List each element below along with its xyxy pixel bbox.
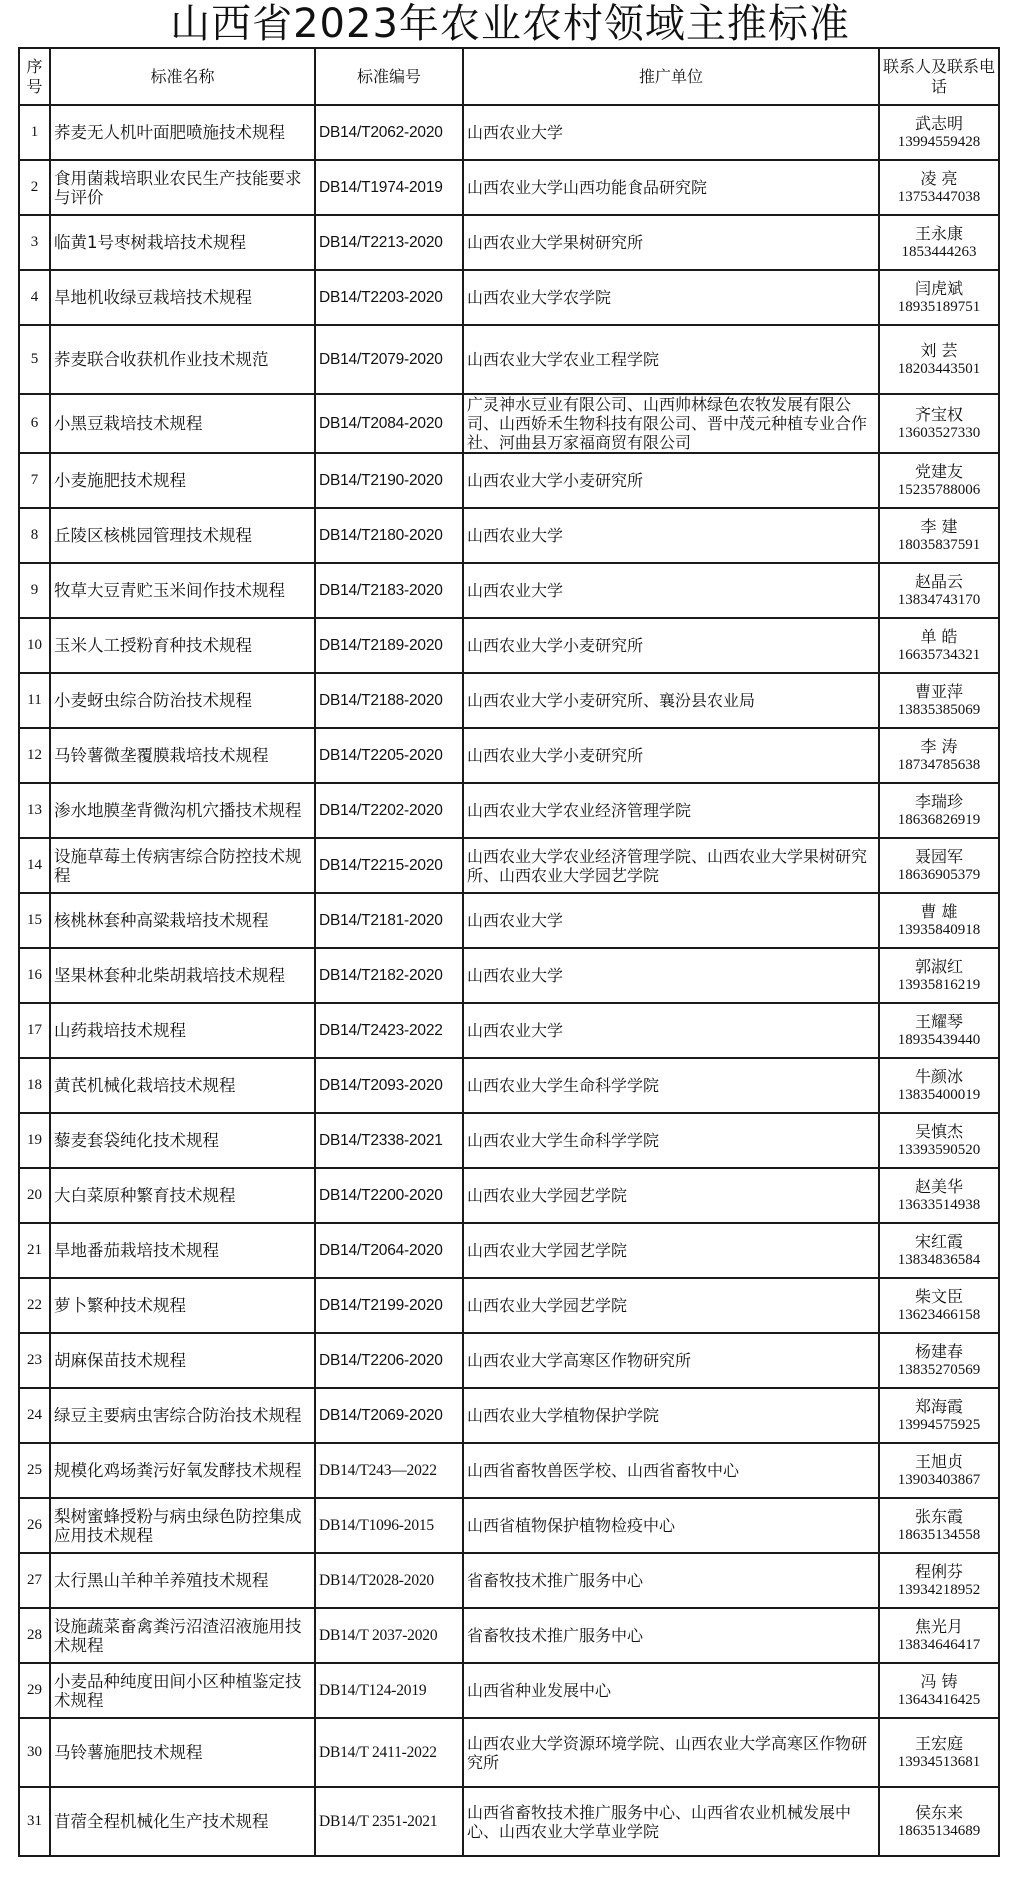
table-row: [19, 160, 999, 215]
contact-cell: [879, 1718, 999, 1787]
row-number: 27: [19, 1553, 50, 1608]
row-number: 13: [19, 783, 50, 838]
promotion-unit: 山西农业大学园艺学院: [463, 1223, 879, 1278]
table-row: [19, 618, 999, 673]
row-number: 21: [19, 1223, 50, 1278]
table-row: [19, 1223, 999, 1278]
contact-name: 张东霞: [914, 1506, 963, 1526]
promotion-unit: 山西农业大学园艺学院: [463, 1168, 879, 1223]
standard-code: DB14/T2064-2020: [315, 1223, 463, 1278]
standard-code: DB14/T2093-2020: [315, 1058, 463, 1113]
contact-cell: [879, 1553, 999, 1608]
promotion-unit: 山西农业大学农业经济管理学院: [463, 783, 879, 838]
promotion-unit: 山西农业大学山西功能食品研究院: [463, 160, 879, 215]
contact-cell: [879, 1663, 999, 1718]
contact-name: 郑海霞: [914, 1396, 963, 1416]
row-number: 1: [19, 105, 50, 160]
contact-name: 李 涛: [920, 736, 958, 756]
contact-phone: 18035837591: [897, 536, 981, 553]
table-row: [19, 838, 999, 893]
contact-phone: 18935189751: [897, 298, 981, 315]
table-row: [19, 1553, 999, 1608]
contact-phone: 13623466158: [897, 1306, 981, 1323]
contact-phone: 13935816219: [897, 976, 981, 993]
contact-name: 杨建春: [914, 1341, 963, 1361]
standard-name: 牧草大豆青贮玉米间作技术规程: [50, 563, 315, 618]
promotion-unit: 山西农业大学小麦研究所: [463, 618, 879, 673]
contact-name: 曹亚萍: [914, 681, 963, 701]
row-number: 30: [19, 1718, 50, 1787]
standard-name: 小黑豆栽培技术规程: [50, 394, 315, 453]
standard-name: 丘陵区核桃园管理技术规程: [50, 508, 315, 563]
contact-name: 李瑞珍: [914, 791, 963, 811]
standard-name: 黄芪机械化栽培技术规程: [50, 1058, 315, 1113]
contact-phone: 13603527330: [897, 424, 981, 441]
standard-code: DB14/T2180-2020: [315, 508, 463, 563]
row-number: 11: [19, 673, 50, 728]
contact-phone: 13835270569: [897, 1361, 981, 1378]
table-row: [19, 1278, 999, 1333]
row-number: 20: [19, 1168, 50, 1223]
standard-code: DB14/T2199-2020: [315, 1278, 463, 1333]
standard-code: DB14/T2202-2020: [315, 783, 463, 838]
table-row: [19, 508, 999, 563]
standard-code: DB14/T2182-2020: [315, 948, 463, 1003]
table-row: [19, 1113, 999, 1168]
contact-name: 齐宝权: [914, 404, 963, 424]
promotion-unit: 山西农业大学: [463, 948, 879, 1003]
table-row: [19, 1498, 999, 1553]
promotion-unit: 山西农业大学小麦研究所、襄汾县农业局: [463, 673, 879, 728]
standard-name: 设施草莓土传病害综合防控技术规程: [50, 838, 315, 893]
contact-name: 赵美华: [914, 1176, 963, 1196]
row-number: 2: [19, 160, 50, 215]
standard-code: DB14/T 2411-2022: [315, 1718, 463, 1787]
contact-phone: 13834646417: [897, 1636, 981, 1653]
contact-phone: 1853444263: [901, 243, 977, 260]
promotion-unit: 山西农业大学: [463, 893, 879, 948]
contact-cell: [879, 1498, 999, 1553]
row-number: 26: [19, 1498, 50, 1553]
table-row: [19, 1003, 999, 1058]
standard-code: DB14/T2062-2020: [315, 105, 463, 160]
standard-name: 马铃薯微垄覆膜栽培技术规程: [50, 728, 315, 783]
row-number: 22: [19, 1278, 50, 1333]
table-row: [19, 1388, 999, 1443]
contact-phone: 18636905379: [897, 866, 981, 883]
standard-name: 梨树蜜蜂授粉与病虫绿色防控集成应用技术规程: [50, 1498, 315, 1553]
row-number: 10: [19, 618, 50, 673]
contact-phone: 13834743170: [897, 591, 981, 608]
standard-code: DB14/T243—2022: [315, 1443, 463, 1498]
contact-name: 郭淑红: [914, 956, 963, 976]
contact-phone: 18636826919: [897, 811, 981, 828]
row-number: 8: [19, 508, 50, 563]
contact-phone: 18935439440: [897, 1031, 981, 1048]
promotion-unit: 山西农业大学农业经济管理学院、山西农业大学果树研究所、山西农业大学园艺学院: [463, 838, 879, 893]
standard-name: 旱地机收绿豆栽培技术规程: [50, 270, 315, 325]
promotion-unit: 山西省畜牧兽医学校、山西省畜牧中心: [463, 1443, 879, 1498]
contact-cell: [879, 508, 999, 563]
contact-cell: [879, 1333, 999, 1388]
standard-name: 临黄1号枣树栽培技术规程: [50, 215, 315, 270]
row-number: 5: [19, 325, 50, 394]
contact-cell: [879, 1113, 999, 1168]
standard-code: DB14/T124-2019: [315, 1663, 463, 1718]
table-row: [19, 453, 999, 508]
promotion-unit: 山西农业大学植物保护学院: [463, 1388, 879, 1443]
contact-name: 王旭贞: [914, 1451, 963, 1471]
standard-name: 大白菜原种繁育技术规程: [50, 1168, 315, 1223]
contact-name: 王宏庭: [914, 1733, 963, 1753]
contact-phone: 18635134558: [897, 1526, 981, 1543]
contact-cell: [879, 893, 999, 948]
header-unit: 推广单位: [463, 48, 879, 105]
table-row: [19, 563, 999, 618]
standard-code: DB14/T2028-2020: [315, 1553, 463, 1608]
contact-cell: [879, 1278, 999, 1333]
promotion-unit: 山西农业大学: [463, 105, 879, 160]
row-number: 23: [19, 1333, 50, 1388]
standard-name: 渗水地膜垄背微沟机穴播技术规程: [50, 783, 315, 838]
table-row: [19, 105, 999, 160]
contact-cell: [879, 105, 999, 160]
promotion-unit: 山西农业大学农学院: [463, 270, 879, 325]
standard-code: DB14/T 2351-2021: [315, 1787, 463, 1856]
table-header-row: [19, 48, 999, 105]
contact-name: 凌 亮: [920, 168, 958, 188]
contact-cell: [879, 728, 999, 783]
promotion-unit: 山西农业大学: [463, 508, 879, 563]
promotion-unit: 山西农业大学果树研究所: [463, 215, 879, 270]
standard-name: 绿豆主要病虫害综合防治技术规程: [50, 1388, 315, 1443]
table-row: [19, 394, 999, 453]
contact-phone: 13633514938: [897, 1196, 981, 1213]
row-number: 17: [19, 1003, 50, 1058]
standard-code: DB14/T2084-2020: [315, 394, 463, 453]
standard-name: 坚果林套种北柴胡栽培技术规程: [50, 948, 315, 1003]
table-row: [19, 325, 999, 394]
standard-name: 马铃薯施肥技术规程: [50, 1718, 315, 1787]
contact-phone: 13935840918: [897, 921, 981, 938]
contact-name: 刘 芸: [920, 340, 958, 360]
standard-name: 太行黑山羊种羊养殖技术规程: [50, 1553, 315, 1608]
contact-name: 柴文臣: [914, 1286, 963, 1306]
standard-name: 旱地番茄栽培技术规程: [50, 1223, 315, 1278]
row-number: 9: [19, 563, 50, 618]
contact-phone: 13994559428: [897, 133, 981, 150]
promotion-unit: 省畜牧技术推广服务中心: [463, 1553, 879, 1608]
contact-name: 赵晶云: [914, 571, 963, 591]
table-row: [19, 783, 999, 838]
standard-code: DB14/T2188-2020: [315, 673, 463, 728]
standard-code: DB14/T2200-2020: [315, 1168, 463, 1223]
row-number: 16: [19, 948, 50, 1003]
contact-name: 侯东来: [914, 1802, 963, 1822]
contact-phone: 13753447038: [897, 188, 981, 205]
table-row: [19, 1663, 999, 1718]
row-number: 14: [19, 838, 50, 893]
standard-code: DB14/T2190-2020: [315, 453, 463, 508]
contact-phone: 13934513681: [897, 1753, 981, 1770]
contact-name: 宋红霞: [914, 1231, 963, 1251]
promotion-unit: 山西农业大学小麦研究所: [463, 728, 879, 783]
row-number: 6: [19, 394, 50, 453]
promotion-unit: 山西农业大学生命科学学院: [463, 1113, 879, 1168]
standard-code: DB14/T2069-2020: [315, 1388, 463, 1443]
table-row: [19, 673, 999, 728]
promotion-unit: 山西农业大学小麦研究所: [463, 453, 879, 508]
standard-name: 小麦品种纯度田间小区种植鉴定技术规程: [50, 1663, 315, 1718]
header-name: 标准名称: [50, 48, 315, 105]
contact-phone: 13393590520: [897, 1141, 981, 1158]
contact-name: 武志明: [914, 113, 963, 133]
row-number: 3: [19, 215, 50, 270]
promotion-unit: 山西农业大学资源环境学院、山西农业大学高寒区作物研究所: [463, 1718, 879, 1787]
standard-name: 小麦施肥技术规程: [50, 453, 315, 508]
table-row: [19, 948, 999, 1003]
header-no: 序号: [19, 48, 50, 105]
promotion-unit: 山西农业大学高寒区作物研究所: [463, 1333, 879, 1388]
page-title: 山西省2023年农业农村领域主推标准: [170, 1, 850, 47]
row-number: 29: [19, 1663, 50, 1718]
standard-code: DB14/T2181-2020: [315, 893, 463, 948]
contact-cell: [879, 270, 999, 325]
contact-cell: [879, 215, 999, 270]
contact-cell: [879, 948, 999, 1003]
header-contact: 联系人及联系电话: [879, 48, 999, 105]
standard-name: 藜麦套袋纯化技术规程: [50, 1113, 315, 1168]
contact-name: 闫虎斌: [914, 278, 963, 298]
contact-name: 王耀琴: [914, 1011, 963, 1031]
contact-phone: 13643416425: [897, 1691, 981, 1708]
contact-cell: [879, 1443, 999, 1498]
standard-name: 胡麻保苗技术规程: [50, 1333, 315, 1388]
row-number: 25: [19, 1443, 50, 1498]
standard-name: 小麦蚜虫综合防治技术规程: [50, 673, 315, 728]
contact-phone: 16635734321: [897, 646, 981, 663]
contact-phone: 18635134689: [897, 1822, 981, 1839]
promotion-unit: 山西省种业发展中心: [463, 1663, 879, 1718]
contact-name: 李 建: [920, 516, 958, 536]
contact-cell: [879, 673, 999, 728]
standard-name: 玉米人工授粉育种技术规程: [50, 618, 315, 673]
standard-code: DB14/T 2037-2020: [315, 1608, 463, 1663]
standard-code: DB14/T2203-2020: [315, 270, 463, 325]
table-row: [19, 1333, 999, 1388]
contact-name: 王永康: [914, 223, 963, 243]
table-row: [19, 1443, 999, 1498]
contact-name: 单 皓: [920, 626, 958, 646]
contact-phone: 18734785638: [897, 756, 981, 773]
contact-phone: 18203443501: [897, 360, 981, 377]
promotion-unit: 广灵神水豆业有限公司、山西帅林绿色农牧发展有限公司、山西娇禾生物科技有限公司、晋中茂元种植专业合作社、河曲县万家福商贸有限公司: [463, 394, 879, 453]
standard-name: 荞麦无人机叶面肥喷施技术规程: [50, 105, 315, 160]
promotion-unit: 山西农业大学园艺学院: [463, 1278, 879, 1333]
contact-name: 冯 铸: [920, 1671, 958, 1691]
contact-name: 党建友: [914, 461, 963, 481]
promotion-unit: 山西农业大学农业工程学院: [463, 325, 879, 394]
table-row: [19, 1718, 999, 1787]
row-number: 31: [19, 1787, 50, 1856]
promotion-unit: 省畜牧技术推广服务中心: [463, 1608, 879, 1663]
standard-name: 规模化鸡场粪污好氧发酵技术规程: [50, 1443, 315, 1498]
contact-name: 聂园军: [914, 846, 963, 866]
table-row: [19, 728, 999, 783]
table-row: [19, 893, 999, 948]
contact-phone: 13835400019: [897, 1086, 981, 1103]
contact-phone: 13835385069: [897, 701, 981, 718]
header-code: 标准编号: [315, 48, 463, 105]
standard-code: DB14/T2079-2020: [315, 325, 463, 394]
contact-cell: [879, 1388, 999, 1443]
contact-phone: 13903403867: [897, 1471, 981, 1488]
contact-cell: [879, 394, 999, 453]
standard-name: 萝卜繁种技术规程: [50, 1278, 315, 1333]
table-row: [19, 1058, 999, 1113]
row-number: 7: [19, 453, 50, 508]
standard-code: DB14/T2215-2020: [315, 838, 463, 893]
contact-phone: 15235788006: [897, 481, 981, 498]
table-row: [19, 270, 999, 325]
contact-cell: [879, 1168, 999, 1223]
contact-name: 程俐芬: [914, 1561, 963, 1581]
standard-name: 食用菌栽培职业农民生产技能要求与评价: [50, 160, 315, 215]
contact-cell: [879, 160, 999, 215]
row-number: 4: [19, 270, 50, 325]
standard-code: DB14/T2213-2020: [315, 215, 463, 270]
contact-phone: 13994575925: [897, 1416, 981, 1433]
promotion-unit: 山西农业大学: [463, 563, 879, 618]
standard-name: 荞麦联合收获机作业技术规范: [50, 325, 315, 394]
contact-name: 曹 雄: [920, 901, 958, 921]
table-row: [19, 1168, 999, 1223]
standards-table: [18, 47, 1000, 1857]
contact-name: 牛颜冰: [914, 1066, 963, 1086]
contact-cell: [879, 453, 999, 508]
row-number: 28: [19, 1608, 50, 1663]
standard-code: DB14/T2189-2020: [315, 618, 463, 673]
standard-name: 山药栽培技术规程: [50, 1003, 315, 1058]
table-row: [19, 215, 999, 270]
row-number: 18: [19, 1058, 50, 1113]
contact-cell: [879, 1223, 999, 1278]
row-number: 24: [19, 1388, 50, 1443]
contact-phone: 13834836584: [897, 1251, 981, 1268]
contact-cell: [879, 1003, 999, 1058]
promotion-unit: 山西省畜牧技术推广服务中心、山西省农业机械发展中心、山西农业大学草业学院: [463, 1787, 879, 1856]
standard-code: DB14/T1096-2015: [315, 1498, 463, 1553]
promotion-unit: 山西农业大学: [463, 1003, 879, 1058]
table-row: [19, 1608, 999, 1663]
standard-code: DB14/T2183-2020: [315, 563, 463, 618]
table-row: [19, 1787, 999, 1856]
contact-cell: [879, 838, 999, 893]
promotion-unit: 山西农业大学生命科学学院: [463, 1058, 879, 1113]
contact-phone: 13934218952: [897, 1581, 981, 1598]
contact-cell: [879, 1608, 999, 1663]
contact-cell: [879, 325, 999, 394]
contact-cell: [879, 1058, 999, 1113]
contact-name: 焦光月: [914, 1616, 963, 1636]
table-body: [19, 105, 999, 1856]
standard-code: DB14/T2338-2021: [315, 1113, 463, 1168]
standard-name: 苜蓿全程机械化生产技术规程: [50, 1787, 315, 1856]
row-number: 19: [19, 1113, 50, 1168]
standard-code: DB14/T2423-2022: [315, 1003, 463, 1058]
contact-name: 吴慎杰: [914, 1121, 963, 1141]
standard-name: 核桃林套种高粱栽培技术规程: [50, 893, 315, 948]
contact-cell: [879, 563, 999, 618]
contact-cell: [879, 1787, 999, 1856]
standard-name: 设施蔬菜畜禽粪污沼渣沼液施用技术规程: [50, 1608, 315, 1663]
standard-code: DB14/T2205-2020: [315, 728, 463, 783]
standard-code: DB14/T2206-2020: [315, 1333, 463, 1388]
row-number: 12: [19, 728, 50, 783]
row-number: 15: [19, 893, 50, 948]
standard-code: DB14/T1974-2019: [315, 160, 463, 215]
contact-cell: [879, 783, 999, 838]
contact-cell: [879, 618, 999, 673]
promotion-unit: 山西省植物保护植物检疫中心: [463, 1498, 879, 1553]
